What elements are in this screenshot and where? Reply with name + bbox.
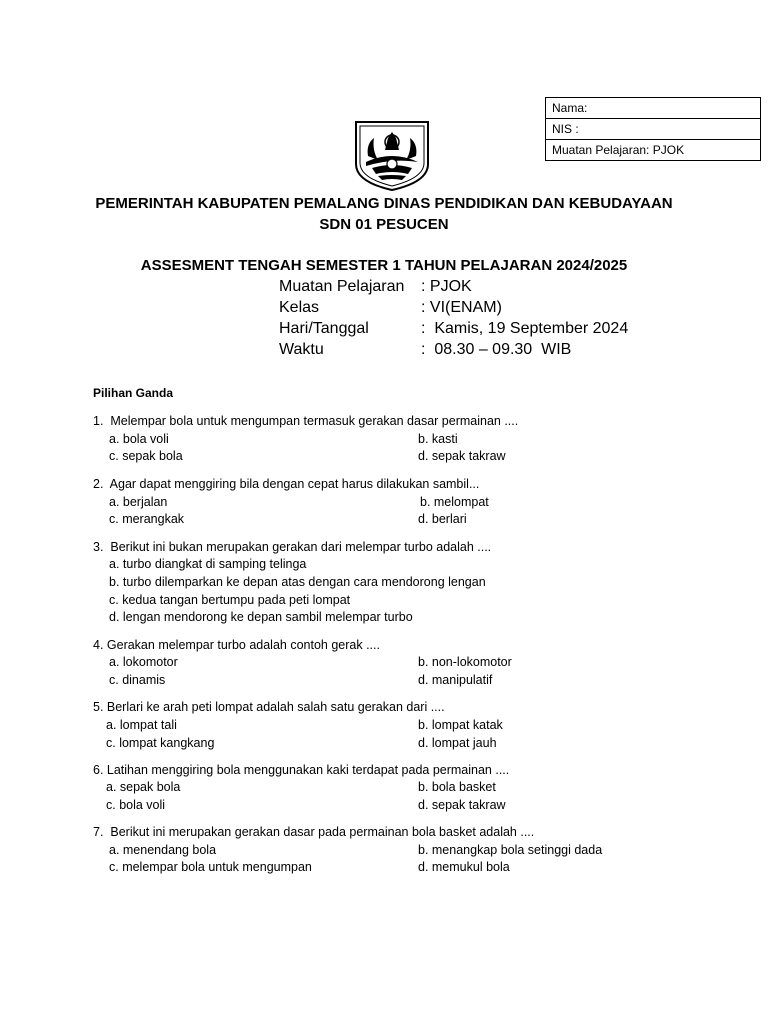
option-2b: b. melompat (420, 495, 489, 509)
option-6a: a. sepak bola (106, 780, 181, 794)
option-5d: d. lompat jauh (418, 736, 497, 750)
option-1b: b. kasti (418, 432, 458, 446)
option-4b: b. non-lokomotor (418, 655, 512, 669)
option-5a: a. lompat tali (106, 718, 177, 732)
government-heading: PEMERINTAH KABUPATEN PEMALANG DINAS PENDIDIKAN DAN KEBUDAYAAN (95, 195, 673, 212)
info-label: Kelas (279, 299, 320, 316)
option-2d: d. berlari (418, 512, 467, 526)
muatan-field: Muatan Pelajaran: PJOK (546, 140, 761, 161)
school-name: SDN 01 PESUCEN (319, 216, 449, 233)
option-3b: b. turbo dilemparkan ke depan atas dengan cara mendorong lengan (109, 575, 486, 589)
question-1: 1. Melempar bola untuk mengumpan termasuk gerakan dasar permainan .... (93, 414, 519, 428)
question-6: 6. Latihan menggiring bola menggunakan kaki terdapat pada permainan .... (93, 763, 510, 777)
section-title: Pilihan Ganda (93, 386, 174, 400)
option-7c: c. melempar bola untuk mengumpan (109, 860, 312, 874)
option-1a: a. bola voli (109, 432, 169, 446)
option-6d: d. sepak takraw (418, 798, 506, 812)
option-7d: d. memukul bola (418, 860, 510, 874)
student-identity-box (545, 97, 761, 161)
info-value: : VI(ENAM) (421, 299, 502, 316)
option-7a: a. menendang bola (109, 843, 217, 857)
option-6b: b. bola basket (418, 780, 496, 794)
option-7b: b. menangkap bola setinggi dada (418, 843, 603, 857)
option-1c: c. sepak bola (109, 449, 183, 463)
option-3c: c. kedua tangan bertumpu pada peti lompat (109, 593, 351, 607)
question-5: 5. Berlari ke arah peti lompat adalah salah satu gerakan dari .... (93, 700, 445, 714)
regency-emblem-icon (352, 120, 432, 192)
info-label: Hari/Tanggal (279, 320, 369, 337)
info-value: : Kamis, 19 September 2024 (421, 320, 629, 337)
option-3a: a. turbo diangkat di samping telinga (109, 557, 307, 571)
info-label: Waktu (279, 341, 324, 358)
option-3d: d. lengan mendorong ke depan sambil melempar turbo (109, 610, 413, 624)
question-3: 3. Berikut ini bukan merupakan gerakan dari melempar turbo adalah .... (93, 540, 492, 554)
option-5b: b. lompat katak (418, 718, 503, 732)
info-value: : 08.30 – 09.30 WIB (421, 341, 572, 358)
option-2a: a. berjalan (109, 495, 168, 509)
option-4d: d. manipulatif (418, 673, 493, 687)
option-1d: d. sepak takraw (418, 449, 506, 463)
exam-title: ASSESMENT TENGAH SEMESTER 1 TAHUN PELAJARAN 2024/2025 (140, 257, 628, 274)
nama-field: Nama: (546, 98, 761, 119)
question-4: 4. Gerakan melempar turbo adalah contoh gerak .... (93, 638, 380, 652)
option-2c: c. merangkak (109, 512, 185, 526)
option-4c: c. dinamis (109, 673, 166, 687)
question-7: 7. Berikut ini merupakan gerakan dasar pada permainan bola basket adalah .... (93, 825, 535, 839)
question-2: 2. Agar dapat menggiring bila dengan cepat harus dilakukan sambil... (93, 477, 480, 491)
nis-field: NIS : (546, 119, 761, 140)
option-4a: a. lokomotor (109, 655, 178, 669)
option-6c: c. bola voli (106, 798, 166, 812)
info-label: Muatan Pelajaran (279, 278, 405, 295)
option-5c: c. lompat kangkang (106, 736, 215, 750)
info-value: : PJOK (421, 278, 472, 295)
